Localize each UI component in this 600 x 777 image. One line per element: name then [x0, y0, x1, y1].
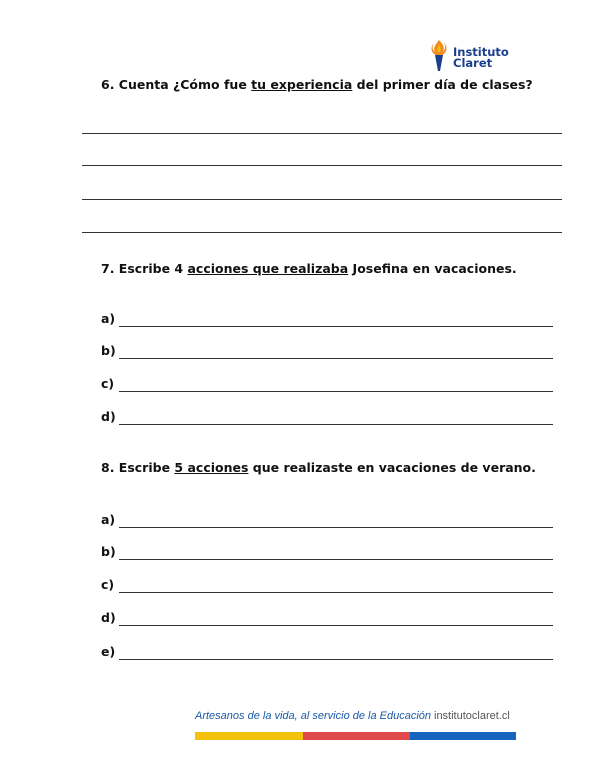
logo-line1: Instituto: [453, 45, 509, 59]
answer-line-2[interactable]: [82, 165, 562, 166]
q7-item-c-label: c): [101, 376, 115, 391]
footer-bar-yellow: [195, 732, 303, 740]
logo-line2: Claret: [453, 56, 493, 70]
question-7: [101, 261, 517, 276]
question-8: [101, 460, 536, 475]
q7-item-c-line[interactable]: [119, 391, 553, 392]
question-8-underlined: 5 acciones: [174, 460, 249, 475]
question-7-prefix: 7. Escribe 4: [101, 261, 188, 276]
q8-item-c-label: c): [101, 577, 115, 592]
question-7-underlined: acciones que realizaba: [187, 261, 349, 276]
footer-website[interactable]: institutoclaret.cl: [434, 710, 510, 722]
q8-item-c-line[interactable]: [119, 592, 553, 593]
q8-item-d-label: d): [101, 610, 116, 625]
q7-item-d-line[interactable]: [119, 424, 553, 425]
question-8-prefix: 8. Escribe: [101, 460, 175, 475]
q7-item-b-label: b): [101, 343, 116, 358]
q8-item-d-line[interactable]: [119, 625, 553, 626]
question-6: [101, 77, 533, 92]
answer-line-3[interactable]: [82, 199, 562, 200]
q7-item-b-line[interactable]: [119, 358, 553, 359]
q8-item-b-line[interactable]: [119, 559, 553, 560]
q8-item-e-label: e): [101, 644, 116, 659]
footer-bar-blue: [410, 732, 516, 740]
question-8-suffix: que realizaste en vacaciones de verano.: [248, 460, 536, 475]
q7-item-d-label: d): [101, 409, 116, 424]
institute-logo: [429, 38, 529, 74]
q7-item-a-line[interactable]: [119, 326, 553, 327]
q7-item-a-label: a): [101, 311, 116, 326]
q8-item-e-line[interactable]: [119, 659, 553, 660]
q8-item-a-line[interactable]: [119, 527, 553, 528]
question-7-suffix: Josefina en vacaciones.: [348, 261, 517, 276]
q8-item-b-label: b): [101, 544, 116, 559]
answer-line-1[interactable]: [82, 133, 562, 134]
footer-bar-red: [303, 732, 410, 740]
q8-item-a-label: a): [101, 512, 116, 527]
answer-line-4[interactable]: [82, 232, 562, 233]
footer-slogan: Artesanos de la vida, al servicio de la Educación: [195, 710, 432, 722]
question-6-underlined: tu experiencia: [251, 77, 353, 92]
question-6-suffix: del primer día de clases?: [352, 77, 533, 92]
question-6-prefix: 6. Cuenta ¿Cómo fue: [101, 77, 252, 92]
torch-icon: [429, 38, 449, 72]
logo-text: [453, 47, 509, 69]
